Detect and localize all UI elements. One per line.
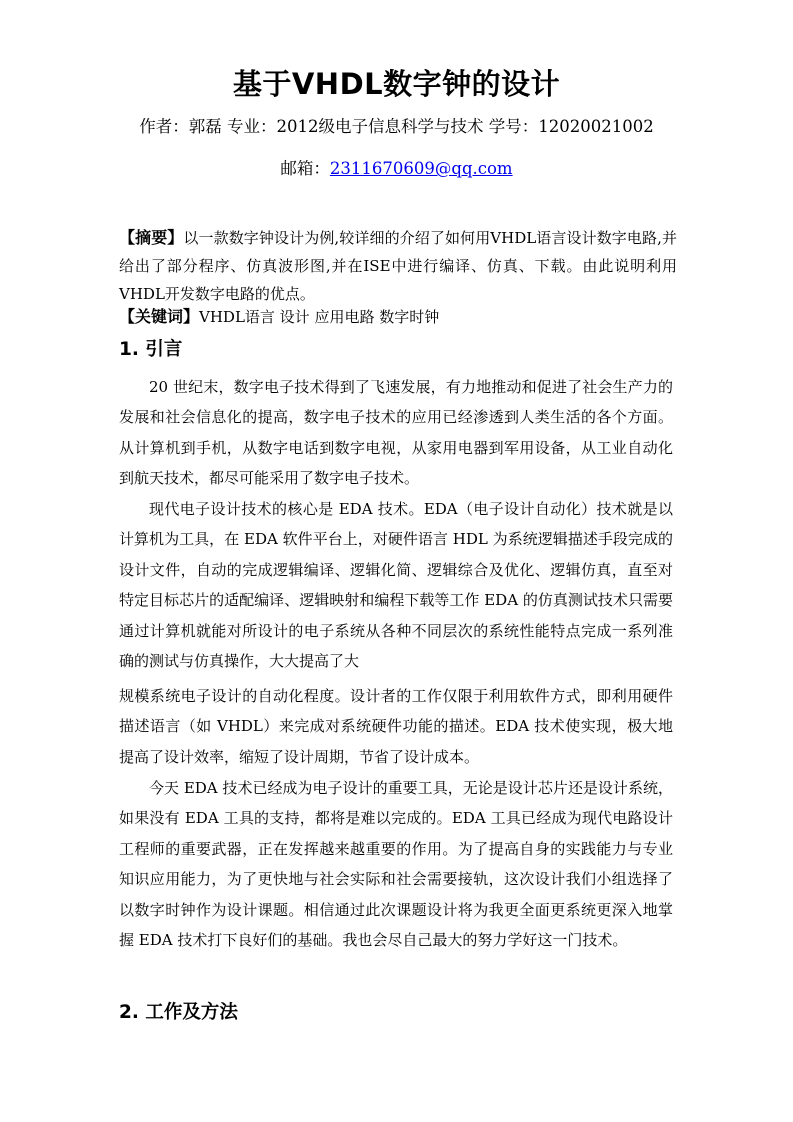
section-heading-methods: 2. 工作及方法 (119, 1002, 238, 1023)
author-info: 作者：郭磊 专业：2012级电子信息科学与技术 学号：12020021002 (139, 117, 654, 136)
section-heading-introduction: 1. 引言 (119, 339, 183, 360)
email-line (0, 156, 793, 182)
keywords-label: 【关键词】 (119, 307, 200, 326)
abstract (119, 224, 677, 308)
email-link[interactable]: 2311670609@qq.com (329, 159, 513, 178)
email-label: 邮箱： (280, 159, 330, 178)
abstract-label: 【摘要】 (119, 228, 184, 247)
paper-title: 基于VHDL数字钟的设计 (232, 67, 561, 101)
keywords (119, 303, 677, 331)
body-paragraph: 现代电子设计技术的核心是 EDA 技术。EDA（电子设计自动化）技术就是以计算机为工具，在 EDA 软件平台上，对硬件语言 HDL 为系统逻辑描述手段完成的设计文件，自动的完成逻辑编译、逻辑化简、逻辑综合及优化、逻辑仿真，直至对特定目标芯片的适配编译、逻辑映射和编程下载等工作 EDA 的仿真测试技术只需要通过计算机就能对所设计的电子系统从各种不同层次的系统性能特点完成一系列准确的测试与仿真操作，大大提高了大 (119, 500, 673, 671)
keywords-text: VHDL语言 设计 应用电路 数字时钟 (199, 308, 440, 326)
body-paragraph: 今天 EDA 技术已经成为电子设计的重要工具，无论是设计芯片还是设计系统，如果没有 EDA 工具的支持，都将是难以完成的。EDA 工具已经成为现代电路设计工程师的重要武器，正在发挥越来越重要的作用。为了提高自身的实践能力与专业知识应用能力，为了更快地与社会实际和社会需要接轨，这次设计我们小组选择了以数字时钟作为设计课题。相信通过此次课题设计将为我更全面更系统更深入地掌握 EDA 技术打下良好们的基础。我也会尽自己最大的努力学好这一门技术。 (119, 779, 673, 950)
body-paragraph: 规模系统电子设计的自动化程度。设计者的工作仅限于利用软件方式，即利用硬件描述语言（如 VHDL）来完成对系统硬件功能的描述。EDA 技术使实现，极大地提高了设计效率，缩短了设计周期，节省了设计成本。 (119, 687, 673, 766)
body-paragraph: 20 世纪末，数字电子技术得到了飞速发展，有力地推动和促进了社会生产力的发展和社会信息化的提高，数字电子技术的应用已经渗透到人类生活的各个方面。从计算机到手机，从数字电话到数字电视，从家用电器到军用设备，从工业自动化到航天技术，都尽可能采用了数字电子技术。 (119, 378, 673, 488)
abstract-text: 以一款数字钟设计为例,较详细的介绍了如何用VHDL语言设计数字电路,并给出了部分程序、仿真波形图,并在ISE中进行编译、仿真、下载。由此说明利用VHDL开发数字电路的优点。 (119, 229, 677, 303)
